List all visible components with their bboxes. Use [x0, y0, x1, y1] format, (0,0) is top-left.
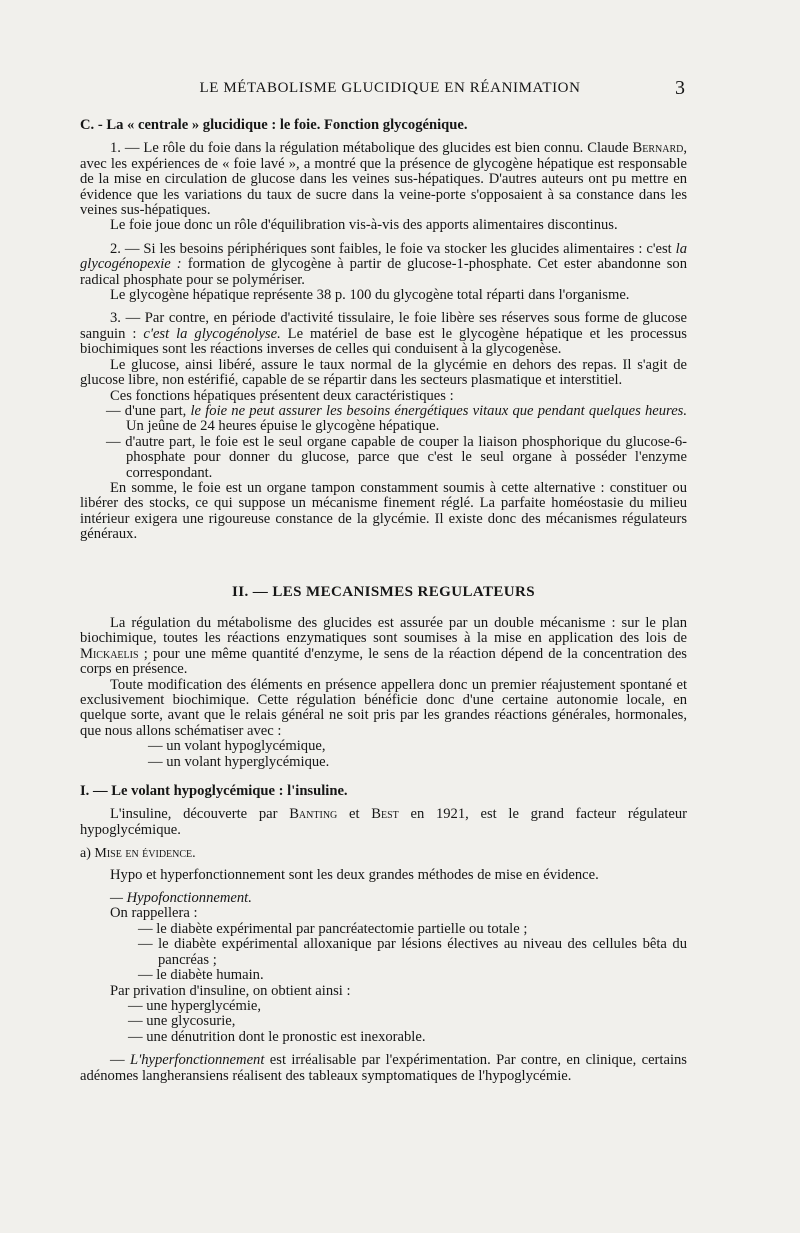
header-title: LE MÉTABOLISME GLUCIDIQUE EN RÉANIMATION [199, 80, 581, 96]
paragraph: Ces fonctions hépatiques présentent deux caractéristiques : [110, 387, 454, 404]
paragraph: Hypo et hyperfonctionnement sont les deux grandes méthodes de mise en évidence. [110, 866, 599, 883]
author-name: Best [371, 806, 399, 823]
page-number: 3 [675, 77, 685, 99]
author-name: Bernard [632, 140, 684, 157]
list-item: — une hyperglycémie, [128, 997, 262, 1014]
list-item: — le diabète expérimental alloxanique par lésions électives au niveau des cellules bêta du pancréas ; [138, 936, 687, 968]
paragraph-glycogenolyse: 3. — Par contre, en période d'activité tissulaire, le foie libère ses réserves sous forme de glucose sanguin : c'est la glycogénolyse. Le matériel de base est le glycogène hépatique et les processus biochimiques sont les réactions inverses de celles qui conduisent à la glycogenèse. [80, 310, 687, 358]
list-item: — un volant hyperglycémique. [148, 753, 330, 770]
section-i-heading: I. — Le volant hypoglycémique : l'insuline. [80, 783, 348, 800]
list-item: — un volant hypoglycémique, [148, 738, 326, 755]
list-item: — le diabète expérimental par pancréatectomie partielle ou totale ; [138, 920, 528, 937]
paragraph: Par privation d'insuline, on obtient ainsi : [110, 982, 351, 999]
running-header [0, 77, 800, 100]
list-item: — d'autre part, le foie est le seul organe capable de couper la liaison phosphorique du glucose-6-phosphate pour donner du glucose, parce que c'est le seul organe à posséder l'enzyme correspondant. [106, 433, 687, 481]
subheading-mise-en-evidence: a) Mise en évidence. [80, 846, 196, 862]
paragraph: On rappellera : [110, 905, 198, 922]
list-item: — le diabète humain. [138, 967, 264, 984]
paragraph: Le glucose, ainsi libéré, assure le taux normal de la glycémie en dehors des repas. Il s'agit de glucose libre, non estérifié, capable de se répartir dans les secteurs plasmatique et interstitiel. [80, 356, 687, 389]
list-item: — une dénutrition dont le pronostic est inexorable. [128, 1028, 426, 1045]
list-item: — d'une part, le foie ne peut assurer les besoins énergétiques vitaux que pendant quelques heures. Un jeûne de 24 heures épuise le glycogène hépatique. [106, 402, 687, 435]
paragraph: En somme, le foie est un organe tampon constamment soumis à cette alternative : constituer ou libérer des stocks, ce qui suppose un mécanisme finement réglé. La parfaite homéostasie du milieu intérieur exigera une rigoureuse constance de la glycémie. Il existe donc des mécanismes régulateurs généraux. [80, 479, 687, 543]
paragraph-hyperfonctionnement: — L'hyperfonctionnement est irréalisable par l'expérimentation. Par contre, en clinique, certains adénomes langheransiens réalisent des tableaux symptomatiques de l'hypoglycémie. [80, 1052, 687, 1084]
paragraph: Toute modification des éléments en présence appellera donc un premier réajustement spontané et exclusivement biochimique. Cette régulation bénéficie donc d'une certaine autonomie locale, en quelque sorte, avant que le relais général ne soit pris par les grandes réactions générales, hormonales, que nous allons schématiser avec : [80, 676, 687, 739]
paragraph-glycogenopexie: 2. — Si les besoins périphériques sont faibles, le foie va stocker les glucides alimentaires : c'est la glycogénopexie : formation de glycogène à partir de glucose-1-phosphate. Cet ester abandonne son radical phosphate pour se polymériser. [80, 240, 688, 288]
section-c-heading: C. - La « centrale » glucidique : le foie. Fonction glycogénique. [80, 117, 468, 133]
paragraph-role-du-foie: 1. — Le rôle du foie dans la régulation métabolique des glucides est bien connu. Claude Bernard, avec les expériences de « foie lavé », a montré que la présence de glycogène hépatique est responsable de la mise en circulation de glucose dans les veines sus-hépatiques. D'autres auteurs ont pu mettre en évidence que les variations du taux de sucre dans la veine-porte s'opposaient à sa constance dans les veines sus-hépatiques. [80, 140, 687, 219]
section-ii-heading: II. — LES MECANISMES REGULATEURS [232, 583, 535, 600]
body-text [80, 118, 687, 1084]
paragraph-insuline: L'insuline, découverte par Banting et Best en 1921, est le grand facteur régulateur hypoglycémique. [80, 806, 687, 838]
paragraph-regulation: La régulation du métabolisme des glucides est assurée par un double mécanisme : sur le plan biochimique, toutes les réactions enzymatiques sont soumises à la mise en application des lois de Mickaelis ; pour une même quantité d'enzyme, le sens de la réaction dépend de la concentration des corps en présence. [80, 614, 687, 678]
author-name: Mickaelis [80, 645, 139, 662]
author-name: Banting [289, 806, 338, 823]
paragraph: Le glycogène hépatique représente 38 p. 100 du glycogène total réparti dans l'organisme. [110, 287, 630, 304]
list-item: — une glycosurie, [128, 1013, 236, 1030]
paragraph: Le foie joue donc un rôle d'équilibration vis-à-vis des apports alimentaires discontinus. [110, 217, 618, 234]
hypofonctionnement-heading: — Hypofonctionnement. [110, 890, 252, 907]
